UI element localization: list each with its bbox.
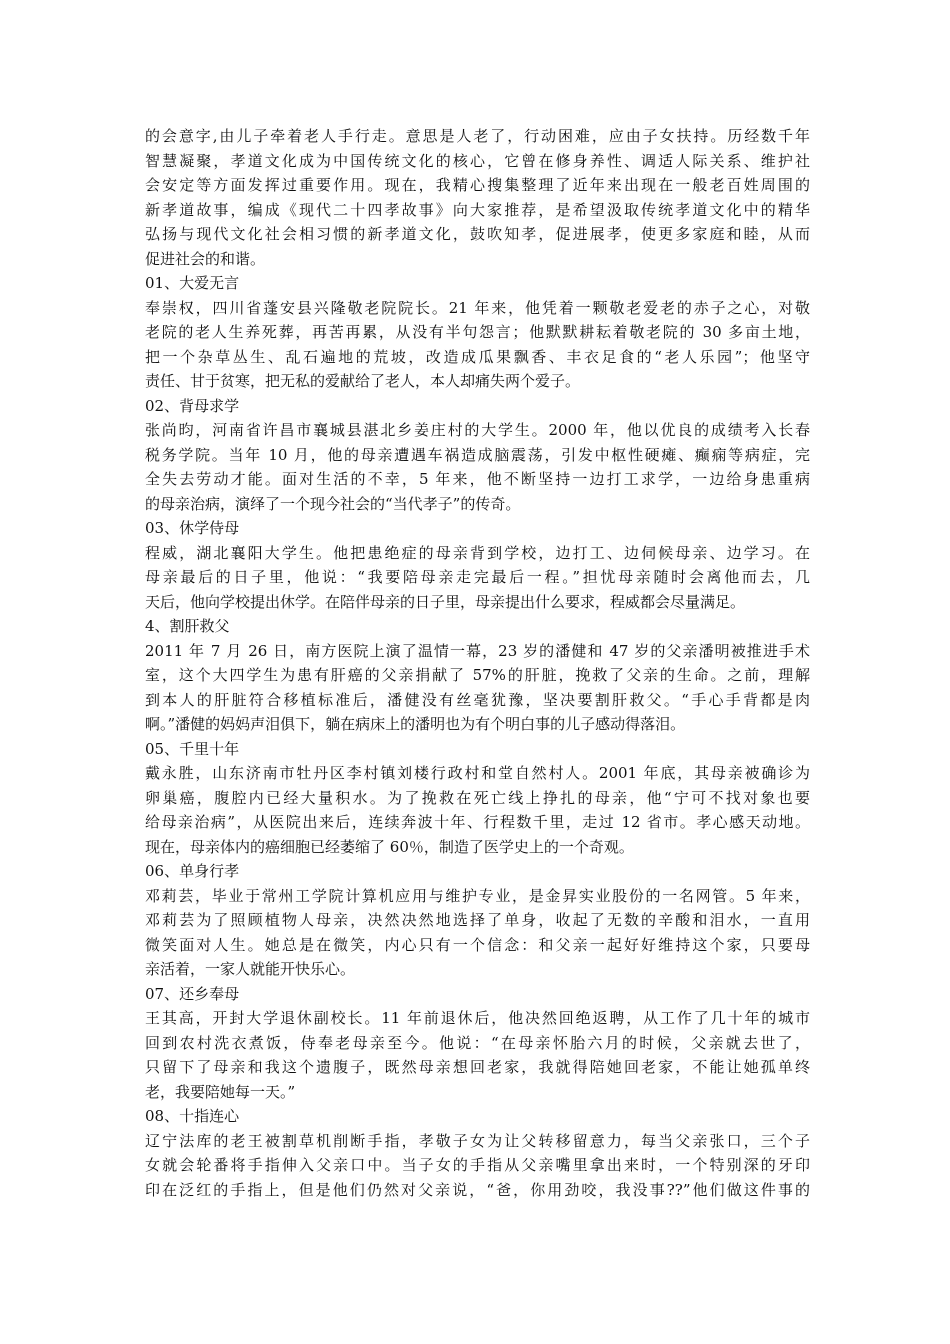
text-line: 王其高，开封大学退休副校长。11 年前退休后，他决然回绝返聘，从工作了几十年的城市 (145, 1009, 810, 1027)
text-line: 只留下了母亲和我这个遗腹子，既然母亲想回老家，我就得陪她回老家，不能让她孤单终 (145, 1058, 810, 1076)
text-line: 张尚昀，河南省许昌市襄城县湛北乡姜庄村的大学生。2000 年，他以优良的成绩考入长春 (145, 421, 810, 439)
text-line: 邓莉芸，毕业于常州工学院计算机应用与维护专业，是金昇实业股份的一名网管。5 年来， (145, 886, 810, 905)
text-line: 全失去劳动才能。面对生活的不幸，5 年来，他不断坚持一边打工求学，一边给身患重病 (145, 470, 810, 488)
text-line: 05、千里十年 (145, 739, 240, 758)
text-line: 老，我要陪她每一天。” (145, 1082, 296, 1101)
text-line: 08、十指连心 (145, 1107, 240, 1125)
text-line: 到本人的肝脏符合移植标准后，潘健没有丝毫犹豫，坚决要割肝救父。“手心手背都是肉 (145, 690, 810, 709)
text-line: 会安定等方面发挥过重要作用。现在，我精心搜集整理了近年来出现在一般老百姓周围的 (145, 176, 810, 194)
text-line: 07、还乡奉母 (145, 984, 240, 1003)
document-body (145, 124, 810, 1202)
text-line: 印在泛红的手指上，但是他们仍然对父亲说，“爸，你用劲咬，我没事??”他们做这件事的 (145, 1180, 810, 1199)
text-line: 4、割肝救父 (145, 617, 230, 635)
text-line: 新孝道故事，编成《现代二十四孝故事》向大家推荐，是希望汲取传统孝道文化中的精华 (145, 200, 810, 219)
text-line: 啊。”潘健的妈妈声泪俱下，躺在病床上的潘明也为有个明白事的儿子感动得落泪。 (145, 715, 686, 733)
text-line: 戴永胜，山东济南市牡丹区李村镇刘楼行政村和堂自然村人。2001 年底，其母亲被确诊为 (145, 764, 810, 782)
text-line: 的母亲治病，演绎了一个现今社会的“当代孝子”的传奇。 (145, 494, 521, 513)
text-line: 把一个杂草丛生、乱石遍地的荒坡，改造成瓜果飘香、丰衣足食的“老人乐园”；他坚守 (145, 347, 810, 366)
text-line: 室，这个大四学生为患有肝癌的父亲捐献了 57%的肝脏，挽救了父亲的生命。之前，理解 (145, 666, 810, 684)
text-line: 卵巢癌，腹腔内已经大量积水。为了挽救在死亡线上挣扎的母亲，他“宁可不找对象也要 (145, 788, 810, 807)
text-line: 微笑面对人生。她总是在微笑，内心只有一个信念：和父亲一起好好维持这个家，只要母 (145, 935, 810, 954)
text-line: 02、背母求学 (145, 396, 240, 415)
text-line: 亲活着，一家人就能开快乐心。 (145, 960, 356, 978)
text-line: 06、单身行孝 (145, 862, 240, 880)
text-line: 辽宁法库的老王被割草机削断手指，孝敬子女为让父转移留意力，每当父亲张口，三个子 (145, 1131, 810, 1150)
text-line: 2011 年 7 月 26 日，南方医院上演了温情一幕，23 岁的潘健和 47 岁的父亲潘明被推进手术 (145, 641, 810, 660)
text-line: 03、休学侍母 (145, 519, 240, 537)
text-line: 程威，湖北襄阳大学生。他把患绝症的母亲背到学校，边打工、边伺候母亲、边学习。在 (145, 543, 810, 562)
text-line: 回到农村洗衣煮饭，侍奉老母亲至今。他说：“在母亲怀胎六月的时候，父亲就去世了， (145, 1033, 810, 1052)
text-line: 给母亲治病”，从医院出来后，连续奔波十年、行程数千里，走过 12 省市。孝心感天动地。 (145, 813, 810, 831)
text-line: 的会意字,由儿子牵着老人手行走。意思是人老了，行动困难，应由子女扶持。历经数千年 (145, 127, 810, 145)
text-line: 弘扬与现代文化社会相习惯的新孝道文化，鼓吹知孝，促进展孝，使更多家庭和睦，从而 (145, 225, 810, 243)
text-line: 税务学院。当年 10 月，他的母亲遭遇车祸造成脑震荡，引发中枢性硬瘫、癫痫等病症，完 (145, 445, 810, 464)
text-line: 老院的老人生养死葬，再苦再累，从没有半句怨言；他默默耕耘着敬老院的 30 多亩土地， (145, 323, 810, 341)
text-line: 女就会轮番将手指伸入父亲口中。当子女的手指从父亲嘴里拿出来时，一个特别深的牙印 (145, 1156, 810, 1174)
text-line: 母亲最后的日子里，他说：“我要陪母亲走完最后一程。”担忧母亲随时会离他而去，几 (145, 568, 810, 586)
text-line: 智慧凝聚，孝道文化成为中国传统文化的核心，它曾在修身养性、调适人际关系、维护社 (145, 151, 810, 170)
text-line: 责任、甘于贫寒，把无私的爱献给了老人，本人却痛失两个爱子。 (145, 372, 581, 390)
text-line: 天后，他向学校提出休学。在陪伴母亲的日子里，母亲提出什么要求，程威都会尽量满足。 (145, 592, 746, 611)
text-line: 01、大爱无言 (145, 274, 240, 292)
text-line: 邓莉芸为了照顾植物人母亲，决然决然地选择了单身，收起了无数的辛酸和泪水，一直用 (145, 911, 810, 929)
text-line: 促进社会的和谐。 (145, 249, 266, 268)
text-line: 奉崇权，四川省蓬安县兴隆敬老院院长。21 年来，他凭着一颗敬老爱老的赤子之心，对敬 (145, 298, 810, 317)
text-line: 现在，母亲体内的癌细胞已经萎缩了 60％，制造了医学史上的一个奇观。 (145, 837, 634, 856)
